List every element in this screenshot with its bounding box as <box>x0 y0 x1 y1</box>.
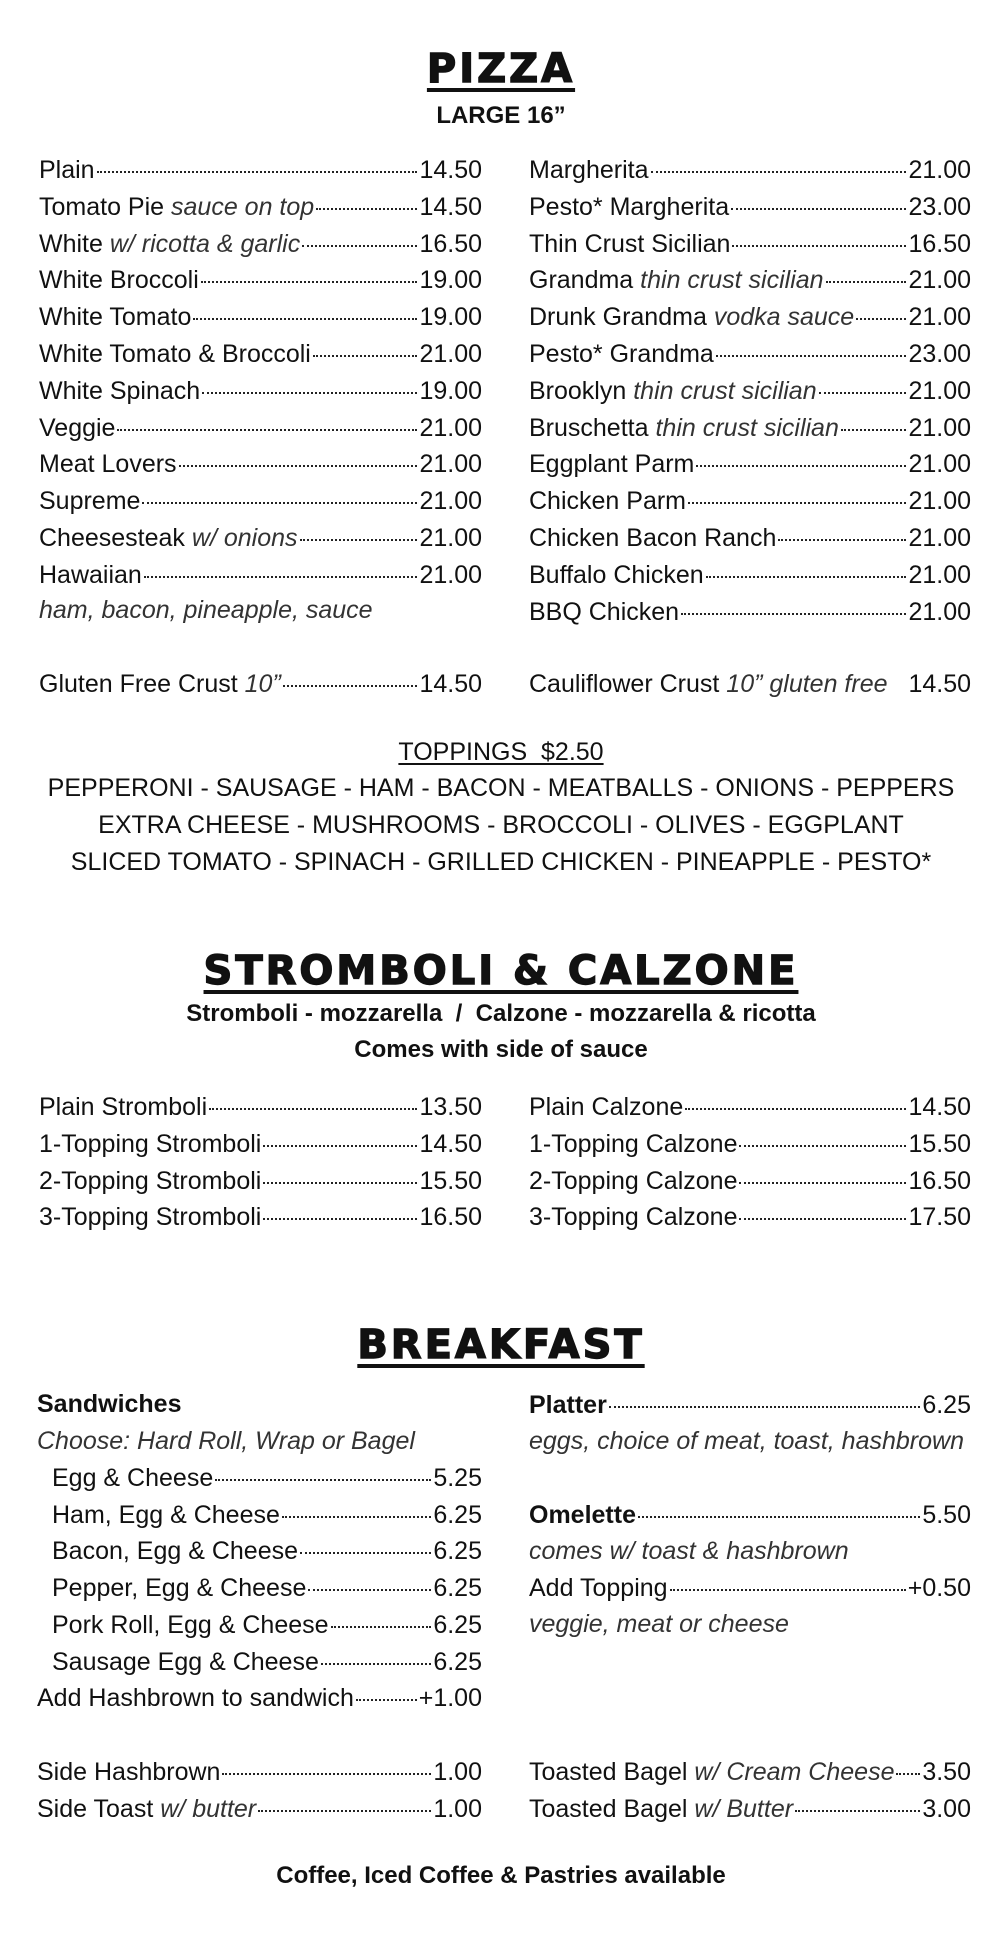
calzone-item <box>529 1129 971 1159</box>
item-name: Chicken Bacon Ranch <box>529 524 777 552</box>
item-price: 14.50 <box>908 1093 971 1121</box>
stromboli-item <box>39 1166 482 1196</box>
item-name: White Broccoli <box>39 266 199 295</box>
item-price: 6.25 <box>433 1537 482 1566</box>
item-note: thin crust sicilian <box>640 266 824 295</box>
pizza-title: PIZZA <box>426 46 576 92</box>
menu-item-side-hashbrown: Side Hashbrown 1.00 <box>37 1758 482 1786</box>
stromboli-description: Stromboli - mozzarella / Calzone - mozzarella & ricotta <box>186 1000 816 1027</box>
pizza-item <box>39 413 482 443</box>
stromboli-item <box>39 1092 482 1122</box>
breakfast-title: BREAKFAST <box>357 1322 645 1368</box>
sandwich-item <box>52 1463 482 1493</box>
toppings-line-3: SLICED TOMATO - SPINACH - GRILLED CHICKEN - PINEAPPLE - PESTO* <box>70 848 932 876</box>
item-price: 6.25 <box>433 1574 482 1603</box>
menu-item-gluten-free: Gluten Free Crust 10” 14.50 <box>39 670 482 698</box>
pizza-item <box>529 265 971 295</box>
item-note: sauce on top <box>171 192 315 221</box>
item-price: 14.50 <box>419 192 482 221</box>
item-name: Bacon, Egg & Cheese <box>52 1537 298 1566</box>
item-name: Drunk Grandma <box>529 303 707 332</box>
item-name: 1-Topping Calzone <box>529 1129 738 1158</box>
pizza-item <box>39 523 482 553</box>
item-name: Grandma <box>529 266 634 295</box>
item-price: 16.50 <box>419 1203 482 1232</box>
sandwich-item <box>52 1610 482 1640</box>
pizza-item <box>39 302 482 332</box>
item-price: 6.25 <box>433 1500 482 1529</box>
item-note: w/ ricotta & garlic <box>109 229 301 258</box>
pizza-item <box>529 229 971 259</box>
item-name: Margherita <box>529 156 649 184</box>
item-name: Chicken Parm <box>529 487 686 516</box>
pizza-item <box>39 449 482 479</box>
item-price: 21.00 <box>419 340 482 368</box>
item-name: Pesto* Grandma <box>529 340 714 368</box>
item-price: 23.00 <box>908 192 971 221</box>
omelette-note: comes w/ toast & hashbrown <box>529 1537 849 1565</box>
item-name: Thin Crust Sicilian <box>529 229 731 258</box>
item-price: 21.00 <box>908 376 971 405</box>
stromboli-item <box>39 1129 482 1159</box>
toppings-heading: TOPPINGS $2.50 <box>398 738 604 766</box>
item-price: 21.00 <box>908 303 971 332</box>
sandwich-item <box>52 1536 482 1566</box>
item-note: w/ onions <box>191 524 298 552</box>
item-price: 14.50 <box>419 156 482 184</box>
sandwich-item <box>52 1500 482 1530</box>
pizza-item <box>39 155 482 185</box>
item-price: 21.00 <box>419 524 482 552</box>
item-price: 15.50 <box>419 1166 482 1195</box>
item-price: 21.00 <box>908 266 971 295</box>
item-price: 19.00 <box>419 376 482 405</box>
pizza-item <box>529 192 971 222</box>
item-name: Pork Roll, Egg & Cheese <box>52 1610 329 1639</box>
sandwich-item <box>52 1573 482 1603</box>
item-note: thin crust sicilian <box>633 376 817 405</box>
pizza-item <box>39 376 482 406</box>
calzone-item <box>529 1166 971 1196</box>
stromboli-sauce-note: Comes with side of sauce <box>354 1036 648 1063</box>
item-price: 21.00 <box>908 413 971 442</box>
item-price: 6.25 <box>433 1610 482 1639</box>
menu-item-add-hashbrown: Add Hashbrown to sandwich +1.00 <box>37 1684 482 1712</box>
item-name: 2-Topping Calzone <box>529 1166 738 1195</box>
item-name: White Tomato & Broccoli <box>39 340 311 368</box>
item-name: Bruschetta <box>529 413 649 442</box>
item-name: 1-Topping Stromboli <box>39 1129 262 1158</box>
item-name: White Tomato <box>39 303 192 332</box>
pizza-item <box>529 523 971 553</box>
menu-item-omelette: Omelette 5.50 <box>529 1501 971 1529</box>
item-name: Ham, Egg & Cheese <box>52 1500 280 1529</box>
item-name: Supreme <box>39 487 141 516</box>
sandwiches-heading: Sandwiches <box>37 1390 182 1418</box>
item-name: Veggie <box>39 413 116 442</box>
item-name: Hawaiian <box>39 560 142 589</box>
item-name: Plain Stromboli <box>39 1093 208 1121</box>
item-price: 19.00 <box>419 266 482 295</box>
pizza-item <box>529 449 971 479</box>
pizza-item <box>529 560 971 590</box>
menu-item-bagel-butter: Toasted Bagel w/ Butter 3.00 <box>529 1795 971 1823</box>
pizza-item <box>529 376 971 406</box>
pizza-item <box>529 413 971 443</box>
item-name: Eggplant Parm <box>529 450 695 479</box>
item-name: Cheesesteak <box>39 524 185 552</box>
item-price: 21.00 <box>908 524 971 552</box>
sandwiches-note: Choose: Hard Roll, Wrap or Bagel <box>37 1427 415 1455</box>
item-name: Brooklyn <box>529 376 627 405</box>
item-note: thin crust sicilian <box>655 413 839 442</box>
menu-item-bagel-cream-cheese: Toasted Bagel w/ Cream Cheese 3.50 <box>529 1758 971 1786</box>
item-price: 23.00 <box>908 340 971 368</box>
pizza-item <box>529 597 971 627</box>
pizza-item <box>39 560 482 590</box>
item-price: 21.00 <box>908 560 971 589</box>
item-price: 21.00 <box>908 597 971 626</box>
platter-note: eggs, choice of meat, toast, hashbrown <box>529 1427 964 1455</box>
item-price: 19.00 <box>419 303 482 332</box>
breakfast-footer: Coffee, Iced Coffee & Pastries available <box>276 1862 726 1889</box>
item-name: Plain <box>39 156 95 184</box>
menu-item-cauliflower: Cauliflower Crust 10” gluten free 14.50 <box>529 670 971 698</box>
calzone-item <box>529 1092 971 1122</box>
item-price: 21.00 <box>419 450 482 479</box>
stromboli-item <box>39 1202 482 1232</box>
item-price: 21.00 <box>908 487 971 516</box>
item-name: 3-Topping Calzone <box>529 1203 738 1232</box>
item-name: Meat Lovers <box>39 450 177 479</box>
item-name: BBQ Chicken <box>529 597 680 626</box>
pizza-item <box>529 486 971 516</box>
item-name: Egg & Cheese <box>52 1464 214 1492</box>
item-price: 21.00 <box>908 450 971 479</box>
menu-item-side-toast: Side Toast w/ butter 1.00 <box>37 1795 482 1823</box>
pizza-item <box>39 339 482 369</box>
item-price: 16.50 <box>908 1166 971 1195</box>
item-name: White <box>39 229 103 258</box>
menu-item-platter: Platter 6.25 <box>529 1391 971 1419</box>
toppings-line-1: PEPPERONI - SAUSAGE - HAM - BACON - MEATBALLS - ONIONS - PEPPERS <box>47 774 955 802</box>
item-name: 2-Topping Stromboli <box>39 1166 262 1195</box>
pizza-item <box>529 302 971 332</box>
calzone-item <box>529 1202 971 1232</box>
item-price: 14.50 <box>419 1129 482 1158</box>
item-name: 3-Topping Stromboli <box>39 1203 262 1232</box>
item-price: 21.00 <box>908 156 971 184</box>
item-price: 21.00 <box>419 560 482 589</box>
item-price: 5.25 <box>433 1464 482 1492</box>
item-price: 21.00 <box>419 487 482 516</box>
pizza-item <box>529 155 971 185</box>
item-name: Pesto* Margherita <box>529 192 730 221</box>
pizza-item <box>39 486 482 516</box>
item-price: 15.50 <box>908 1129 971 1158</box>
item-name: Sausage Egg & Cheese <box>52 1647 319 1676</box>
item-price: 16.50 <box>419 229 482 258</box>
menu-item-add-topping: Add Topping +0.50 <box>529 1574 971 1602</box>
sandwich-item <box>52 1647 482 1677</box>
pizza-item <box>39 229 482 259</box>
add-topping-note: veggie, meat or cheese <box>529 1610 789 1638</box>
pizza-item <box>39 265 482 295</box>
item-name: Tomato Pie <box>39 192 165 221</box>
stromboli-title: STROMBOLI & CALZONE <box>203 948 799 994</box>
pizza-subtitle: LARGE 16” <box>436 102 566 129</box>
pizza-item <box>529 339 971 369</box>
item-name: Plain Calzone <box>529 1093 684 1121</box>
item-name: White Spinach <box>39 376 201 405</box>
item-name: Buffalo Chicken <box>529 560 704 589</box>
item-price: 6.25 <box>433 1647 482 1676</box>
hawaiian-description: ham, bacon, pineapple, sauce <box>39 596 373 624</box>
item-price: 13.50 <box>419 1093 482 1121</box>
item-price: 21.00 <box>419 413 482 442</box>
item-name: Pepper, Egg & Cheese <box>52 1574 307 1603</box>
pizza-item <box>39 192 482 222</box>
item-note: vodka sauce <box>713 303 855 332</box>
item-price: 17.50 <box>908 1203 971 1232</box>
item-price: 16.50 <box>908 229 971 258</box>
toppings-line-2: EXTRA CHEESE - MUSHROOMS - BROCCOLI - OLIVES - EGGPLANT <box>98 811 904 839</box>
